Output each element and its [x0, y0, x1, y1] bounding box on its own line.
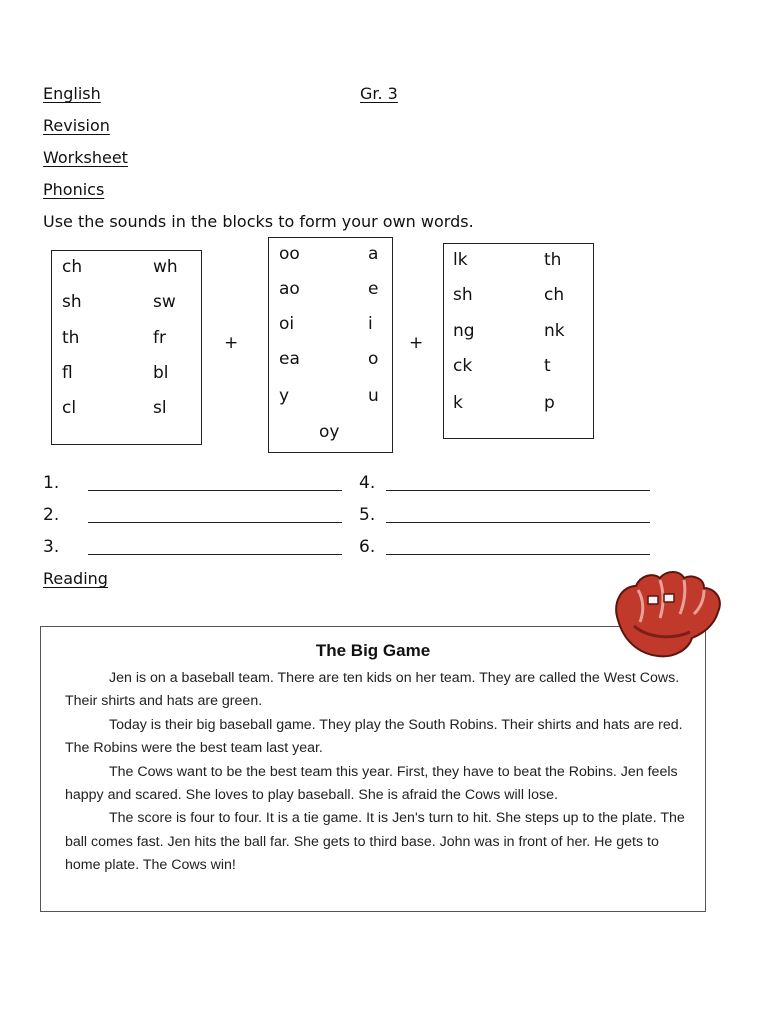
block1-cell: wh — [153, 257, 178, 277]
block2-cell: y — [279, 386, 290, 406]
block3-cell: ng — [453, 321, 475, 341]
block3-cell: th — [544, 250, 562, 270]
block2-cell: ao — [279, 279, 300, 299]
block1-cell: fr — [153, 328, 166, 348]
block2-cell: ea — [279, 349, 300, 369]
block1-cell: cl — [62, 398, 77, 418]
story-title: The Big Game — [315, 641, 431, 660]
story-paragraph: Jen is on a baseball team. There are ten kids on her team. They are called the West Cows. Their shirts and hats are green. — [65, 670, 680, 710]
block1-cell: bl — [153, 363, 169, 383]
block3-cell: t — [544, 356, 551, 376]
block3-cell: nk — [544, 321, 565, 341]
answer-line-1[interactable] — [88, 490, 342, 491]
baseball-glove-icon — [604, 566, 728, 662]
story-paragraph: Today is their big baseball game. They play the South Robins. Their shirts and hats are red. The Robins were the best team last year. — [65, 716, 683, 757]
answer-line-5[interactable] — [386, 522, 650, 523]
block1-cell: sl — [153, 398, 167, 418]
block2-cell: oo — [279, 244, 300, 264]
block1-cell: ch — [62, 257, 83, 277]
story-box — [40, 626, 706, 912]
block1-cell: th — [62, 328, 80, 348]
block1-cell: sh — [62, 292, 82, 312]
worksheet-label: Worksheet — [43, 148, 128, 167]
revision-label: Revision — [43, 116, 110, 135]
answer-number: 5. — [359, 505, 376, 525]
answer-number: 6. — [359, 537, 376, 557]
answer-line-3[interactable] — [88, 554, 342, 555]
reading-heading: Reading — [43, 569, 108, 588]
block2-cell: o — [368, 349, 379, 369]
instruction-text: Use the sounds in the blocks to form your own words. — [43, 212, 474, 231]
story-paragraph: The Cows want to be the best team this year. First, they have to beat the Robins. Jen feels happy and scared. She loves to play baseball. She is afraid the Cows will lose. — [65, 763, 678, 804]
block2-cell: oy — [319, 422, 340, 442]
sound-block-3 — [443, 243, 594, 439]
answer-line-6[interactable] — [386, 554, 650, 555]
block2-cell: u — [368, 386, 379, 406]
story-paragraph: The score is four to four. It is a tie game. It is Jen's turn to hit. She steps up to the plate. The ball comes fast. Jen hits the ball far. She gets to third base. John was in front of her. He gets to home plate. The Cows win! — [65, 810, 685, 874]
sound-block-1 — [51, 250, 202, 445]
plus-sign: + — [409, 333, 424, 353]
sound-block-2 — [268, 237, 393, 453]
block3-cell: p — [544, 393, 555, 413]
answer-line-2[interactable] — [88, 522, 342, 523]
subject-label: English — [43, 84, 101, 103]
plus-sign: + — [224, 333, 239, 353]
answer-number: 4. — [359, 473, 376, 493]
answer-number: 2. — [43, 505, 60, 525]
block2-cell: a — [368, 244, 379, 264]
block1-cell: sw — [153, 292, 176, 312]
answer-line-4[interactable] — [386, 490, 650, 491]
phonics-heading: Phonics — [43, 180, 105, 199]
block3-cell: ck — [453, 356, 473, 376]
block2-cell: oi — [279, 314, 295, 334]
block1-cell: fl — [62, 363, 73, 383]
answer-number: 1. — [43, 473, 60, 493]
block2-cell: i — [368, 314, 373, 334]
block2-cell: e — [368, 279, 379, 299]
block3-cell: sh — [453, 285, 473, 305]
block3-cell: lk — [453, 250, 468, 270]
block3-cell: ch — [544, 285, 565, 305]
grade-label: Gr. 3 — [360, 84, 398, 103]
block3-cell: k — [453, 393, 463, 413]
story-text — [65, 667, 689, 878]
answer-number: 3. — [43, 537, 60, 557]
